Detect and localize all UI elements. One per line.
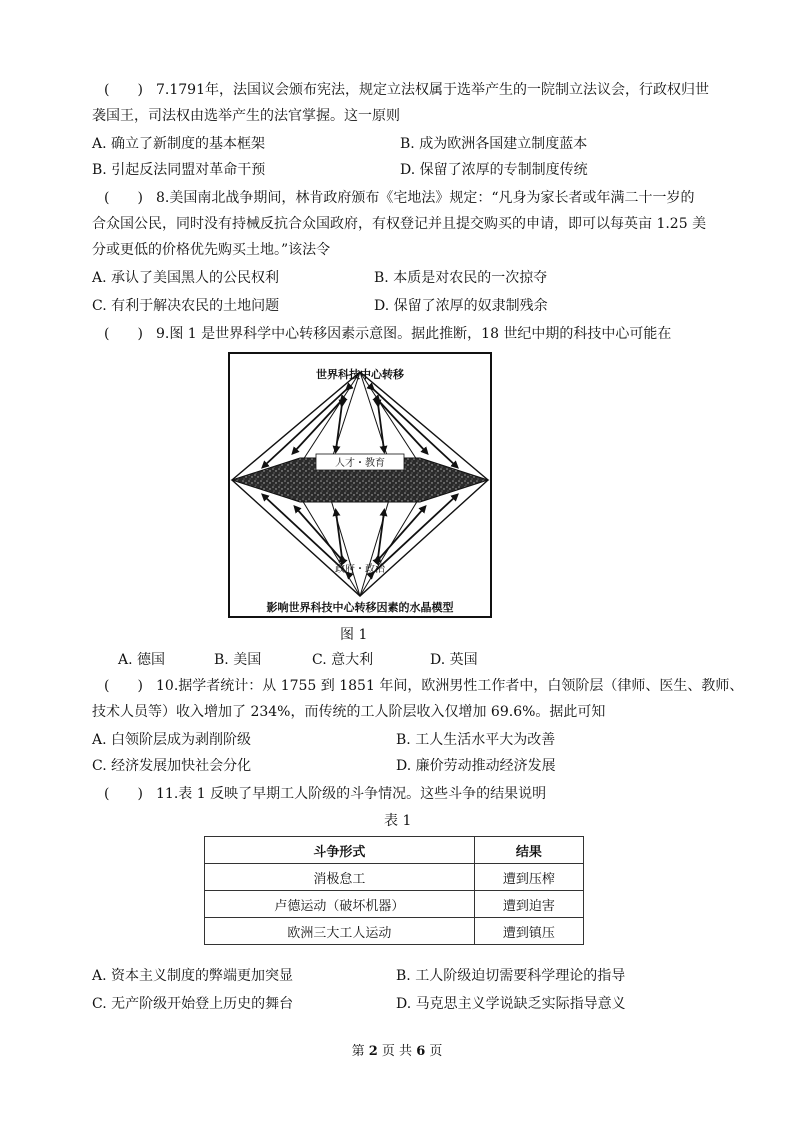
q8-option-a: A. 承认了美国黑人的公民权利 (92, 270, 280, 286)
bottom-label: 政府・政治 (335, 564, 385, 575)
q8-option-c: C. 有利于解决农民的土地问题 (92, 298, 280, 314)
crystal-model-diagram (230, 354, 490, 616)
answer-paren: ( ) (104, 82, 143, 98)
question-7-line-2: 袭国王，司法权由选举产生的法官掌握。这一原则 (92, 108, 400, 124)
table-title: 表 1 (384, 813, 412, 829)
current-page-number: 2 (368, 1044, 378, 1059)
question-8-line-2: 合众国公民，同时没有持械反抗合众国政府，有权登记并且提交购买的申请，即可以每英亩 1.25 美 (92, 216, 707, 232)
question-10-line-1: ( ) 10.据学者统计：从 1755 到 1851 年间，欧洲男性工作者中，白领阶层（律师、医生、教师、 (104, 678, 744, 694)
figure-caption: 图 1 (340, 627, 368, 643)
question-8-line-3: 分或更低的价格优先购买土地。”该法令 (92, 242, 331, 258)
table-row (205, 891, 584, 918)
total-page-number: 6 (416, 1044, 426, 1059)
q10-option-d: D. 廉价劳动推动经济发展 (396, 758, 556, 774)
q7-option-b: B. 成为欧洲各国建立制度蓝本 (400, 136, 588, 152)
q8-option-b: B. 本质是对农民的一次掠夺 (374, 270, 548, 286)
answer-paren: ( ) (104, 786, 143, 802)
table-row (205, 864, 584, 891)
table-header-cell: 结果 (474, 837, 583, 864)
arrow (296, 508, 342, 560)
question-8-line-1: ( ) 8.美国南北战争期间，林肯政府颁布《宅地法》规定：“凡身为家长者或年满二十一岁的 (104, 190, 695, 206)
q9-option-b: B. 美国 (214, 652, 262, 668)
middle-label: 人才・教育 (335, 458, 385, 469)
figure-inner-caption: 影响世界科技中心转移因素的水晶模型 (266, 601, 454, 614)
answer-paren: ( ) (104, 678, 143, 694)
question-10-line-2: 技术人员等）收入增加了 234%，而传统的工人阶层收入仅增加 69.6%。据此可知 (92, 704, 606, 720)
question-11-line-1: ( ) 11.表 1 反映了早期工人阶级的斗争情况。这些斗争的结果说明 (104, 786, 547, 802)
table-cell: 遭到镇压 (474, 918, 583, 945)
q11-option-a: A. 资本主义制度的弊端更加突显 (92, 968, 294, 984)
q11-option-d: D. 马克思主义学说缺乏实际指导意义 (396, 996, 626, 1012)
table-header-cell: 斗争形式 (205, 837, 475, 864)
question-9-line-1: ( ) 9.图 1 是世界科学中心转移因素示意图。据此推断，18 世纪中期的科技中心可能在 (104, 326, 672, 342)
table-cell: 消极怠工 (205, 864, 475, 891)
q9-option-a: A. 德国 (118, 652, 166, 668)
answer-paren: ( ) (104, 326, 143, 342)
q10-option-c: C. 经济发展加快社会分化 (92, 758, 252, 774)
q7-option-c: B. 引起反法同盟对革命干预 (92, 162, 266, 178)
table-cell: 遭到迫害 (474, 891, 583, 918)
arrow (336, 404, 342, 450)
top-label: 世界科技中心转移 (316, 368, 404, 381)
arrow (264, 496, 348, 574)
table-cell: 遭到压榨 (474, 864, 583, 891)
q10-option-b: B. 工人生活水平大为改善 (396, 732, 556, 748)
table-row (205, 918, 584, 945)
q7-option-a: A. 确立了新制度的基本框架 (92, 136, 266, 152)
q9-option-d: D. 英国 (430, 652, 478, 668)
q9-option-c: C. 意大利 (312, 652, 374, 668)
q10-option-a: A. 白领阶层成为剥削阶级 (92, 732, 252, 748)
arrow (378, 508, 424, 560)
table-cell: 欧洲三大工人运动 (205, 918, 475, 945)
question-7-line-1: ( ) 7.1791年，法国议会颁布宪法，规定立法权属于选举产生的一院制立法议会，行政权归世 (104, 82, 709, 98)
q8-option-d: D. 保留了浓厚的奴隶制残余 (374, 298, 548, 314)
arrow (372, 496, 456, 574)
q7-option-d: D. 保留了浓厚的专制制度传统 (400, 162, 588, 178)
figure-1-crystal-model (228, 352, 492, 618)
answer-paren: ( ) (104, 190, 143, 206)
arrow (378, 404, 384, 450)
table-cell: 卢德运动（破坏机器） (205, 891, 475, 918)
q11-option-c: C. 无产阶级开始登上历史的舞台 (92, 996, 294, 1012)
page-footer: 第 2 页 共 6 页 (351, 1044, 443, 1059)
q11-option-b: B. 工人阶级迫切需要科学理论的指导 (396, 968, 626, 984)
struggle-table (204, 836, 584, 945)
table-header-row (205, 837, 584, 864)
